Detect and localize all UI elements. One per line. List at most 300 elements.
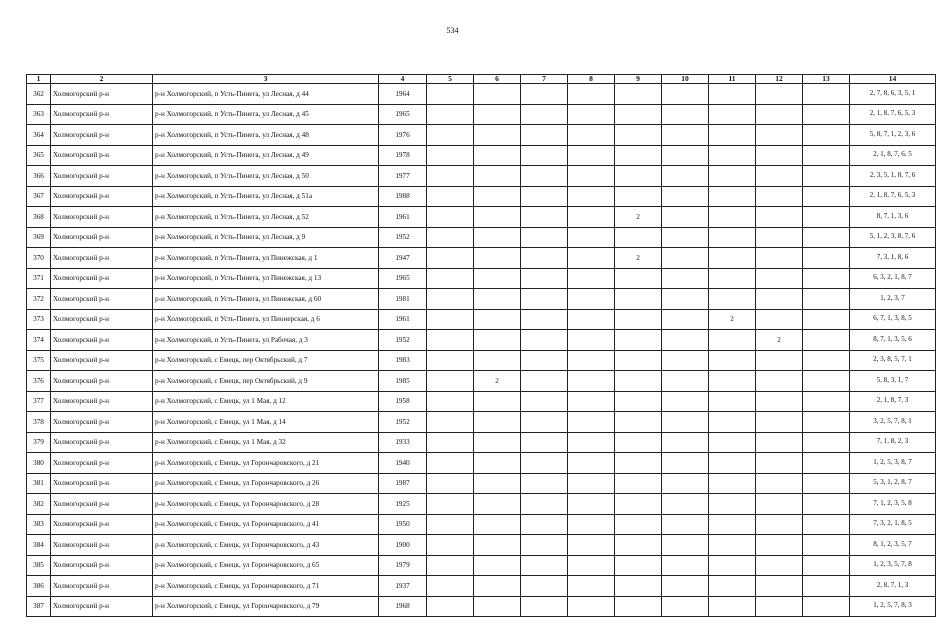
col12-cell: [756, 453, 803, 474]
year-cell: 1900: [379, 535, 427, 556]
year-cell: 1937: [379, 576, 427, 597]
table-row: [27, 391, 936, 412]
codes-cell: 2, 1, 8, 7, 3: [850, 391, 936, 412]
year-cell: 1947: [379, 248, 427, 269]
address-cell: р-н Холмогорский, п Усть-Пинега, ул Рабочая, д 3: [153, 330, 379, 351]
address-cell: р-н Холмогорский, с Емецк, ул Горончаровского, д 28: [153, 494, 379, 515]
col12-cell: [756, 576, 803, 597]
col11-cell: [709, 596, 756, 617]
row-number: 378: [27, 412, 51, 433]
col6-cell: [474, 207, 521, 228]
col5-cell: [427, 473, 474, 494]
table-row: [27, 453, 936, 474]
year-cell: 1981: [379, 289, 427, 310]
district-cell: Холмогорский р-н: [51, 268, 153, 289]
codes-cell: 6, 3, 2, 1, 8, 7: [850, 268, 936, 289]
col11-cell: [709, 330, 756, 351]
year-cell: 1961: [379, 207, 427, 228]
col8-cell: [568, 186, 615, 207]
col8-cell: [568, 207, 615, 228]
col13-cell: [803, 576, 850, 597]
codes-cell: 8, 7, 1, 3, 5, 6: [850, 330, 936, 351]
col13-cell: [803, 391, 850, 412]
year-cell: 1985: [379, 371, 427, 392]
col10-cell: [662, 309, 709, 330]
col13-cell: [803, 186, 850, 207]
col9-cell: [615, 596, 662, 617]
col12-cell: [756, 596, 803, 617]
col12-cell: [756, 207, 803, 228]
col10-cell: [662, 432, 709, 453]
codes-cell: 5, 3, 1, 2, 8, 7: [850, 473, 936, 494]
col12-cell: [756, 350, 803, 371]
row-number: 364: [27, 125, 51, 146]
col8-cell: [568, 473, 615, 494]
col6-cell: [474, 248, 521, 269]
address-cell: р-н Холмогорский, с Емецк, пер Октябрьский, д 9: [153, 371, 379, 392]
year-cell: 1965: [379, 104, 427, 125]
col13-cell: [803, 309, 850, 330]
column-header-5: 5: [427, 75, 474, 84]
col12-cell: [756, 104, 803, 125]
codes-cell: 1, 2, 5, 3, 8, 7: [850, 453, 936, 474]
col7-cell: [521, 514, 568, 535]
col12-cell: [756, 125, 803, 146]
col8-cell: [568, 309, 615, 330]
col10-cell: [662, 125, 709, 146]
year-cell: 1965: [379, 268, 427, 289]
col5-cell: [427, 125, 474, 146]
col7-cell: [521, 166, 568, 187]
district-cell: Холмогорский р-н: [51, 125, 153, 146]
col8-cell: [568, 330, 615, 351]
col7-cell: [521, 186, 568, 207]
table-row: [27, 473, 936, 494]
table-header: [27, 75, 936, 84]
address-cell: р-н Холмогорский, с Емецк, ул Горончаровского, д 43: [153, 535, 379, 556]
col5-cell: [427, 412, 474, 433]
table-row: [27, 576, 936, 597]
district-cell: Холмогорский р-н: [51, 248, 153, 269]
col12-cell: [756, 309, 803, 330]
col10-cell: [662, 535, 709, 556]
col13-cell: [803, 494, 850, 515]
col11-cell: [709, 412, 756, 433]
col6-cell: [474, 596, 521, 617]
col8-cell: [568, 166, 615, 187]
district-cell: Холмогорский р-н: [51, 84, 153, 105]
col5-cell: [427, 453, 474, 474]
table-row: [27, 84, 936, 105]
column-header-2: 2: [51, 75, 153, 84]
col7-cell: [521, 289, 568, 310]
row-number: 371: [27, 268, 51, 289]
row-number: 367: [27, 186, 51, 207]
district-cell: Холмогорский р-н: [51, 453, 153, 474]
col10-cell: [662, 84, 709, 105]
col9-cell: [615, 432, 662, 453]
row-number: 372: [27, 289, 51, 310]
col6-cell: [474, 330, 521, 351]
codes-cell: 1, 2, 3, 5, 7, 8: [850, 555, 936, 576]
year-cell: 1940: [379, 453, 427, 474]
col11-cell: [709, 145, 756, 166]
col7-cell: [521, 268, 568, 289]
col11-cell: [709, 207, 756, 228]
address-cell: р-н Холмогорский, с Емецк, ул 1 Мая, д 12: [153, 391, 379, 412]
codes-cell: 2, 3, 5, 1, 8, 7, 6: [850, 166, 936, 187]
col8-cell: [568, 494, 615, 515]
col6-cell: [474, 350, 521, 371]
col7-cell: [521, 104, 568, 125]
codes-cell: 2, 8, 7, 1, 3: [850, 576, 936, 597]
column-header-8: 8: [568, 75, 615, 84]
table-row: [27, 371, 936, 392]
col13-cell: [803, 596, 850, 617]
district-cell: Холмогорский р-н: [51, 432, 153, 453]
address-cell: р-н Холмогорский, с Емецк, ул Горончаровского, д 71: [153, 576, 379, 597]
year-cell: 1978: [379, 145, 427, 166]
col12-cell: [756, 145, 803, 166]
table-row: [27, 309, 936, 330]
col7-cell: [521, 309, 568, 330]
col6-cell: [474, 268, 521, 289]
col5-cell: [427, 391, 474, 412]
col10-cell: [662, 514, 709, 535]
col8-cell: [568, 145, 615, 166]
col7-cell: [521, 145, 568, 166]
district-cell: Холмогорский р-н: [51, 330, 153, 351]
district-cell: Холмогорский р-н: [51, 371, 153, 392]
year-cell: 1952: [379, 227, 427, 248]
col13-cell: [803, 555, 850, 576]
col10-cell: [662, 371, 709, 392]
col13-cell: [803, 248, 850, 269]
col13-cell: [803, 350, 850, 371]
col9-cell: [615, 186, 662, 207]
table-row: [27, 145, 936, 166]
table-row: [27, 248, 936, 269]
col7-cell: [521, 391, 568, 412]
col13-cell: [803, 207, 850, 228]
col9-cell: [615, 473, 662, 494]
codes-cell: 7, 1, 8, 2, 3: [850, 432, 936, 453]
row-number: 377: [27, 391, 51, 412]
col11-cell: [709, 84, 756, 105]
col10-cell: [662, 104, 709, 125]
col8-cell: [568, 227, 615, 248]
col13-cell: [803, 453, 850, 474]
col11-cell: [709, 555, 756, 576]
column-header-10: 10: [662, 75, 709, 84]
codes-cell: 1, 2, 5, 7, 8, 3: [850, 596, 936, 617]
codes-cell: 8, 1, 2, 3, 5, 7: [850, 535, 936, 556]
table-row: [27, 596, 936, 617]
col5-cell: [427, 576, 474, 597]
codes-cell: 2, 7, 8, 6, 3, 5, 1: [850, 84, 936, 105]
col8-cell: [568, 125, 615, 146]
codes-cell: 5, 8, 7, 1, 2, 3, 6: [850, 125, 936, 146]
district-cell: Холмогорский р-н: [51, 350, 153, 371]
district-cell: Холмогорский р-н: [51, 227, 153, 248]
codes-cell: 5, 1, 2, 3, 8, 7, 6: [850, 227, 936, 248]
codes-cell: 7, 1, 2, 3, 5, 8: [850, 494, 936, 515]
col5-cell: [427, 350, 474, 371]
col9-cell: 2: [615, 248, 662, 269]
col10-cell: [662, 166, 709, 187]
col10-cell: [662, 330, 709, 351]
col12-cell: [756, 514, 803, 535]
col7-cell: [521, 350, 568, 371]
col9-cell: [615, 494, 662, 515]
col7-cell: [521, 453, 568, 474]
row-number: 373: [27, 309, 51, 330]
col13-cell: [803, 473, 850, 494]
col5-cell: [427, 371, 474, 392]
col9-cell: [615, 125, 662, 146]
col7-cell: [521, 473, 568, 494]
column-header-4: 4: [379, 75, 427, 84]
col6-cell: [474, 186, 521, 207]
row-number: 363: [27, 104, 51, 125]
col10-cell: [662, 412, 709, 433]
col10-cell: [662, 227, 709, 248]
row-number: 375: [27, 350, 51, 371]
table-body: [27, 84, 936, 617]
codes-cell: 2, 3, 8, 5, 7, 1: [850, 350, 936, 371]
col8-cell: [568, 289, 615, 310]
housing-table: [26, 74, 936, 617]
col9-cell: 2: [615, 207, 662, 228]
year-cell: 1964: [379, 84, 427, 105]
col8-cell: [568, 514, 615, 535]
table-row: [27, 104, 936, 125]
column-header-3: 3: [153, 75, 379, 84]
col13-cell: [803, 371, 850, 392]
year-cell: 1933: [379, 432, 427, 453]
col12-cell: [756, 473, 803, 494]
col10-cell: [662, 207, 709, 228]
col9-cell: [615, 84, 662, 105]
year-cell: 1925: [379, 494, 427, 515]
col6-cell: [474, 473, 521, 494]
col9-cell: [615, 391, 662, 412]
year-cell: 1983: [379, 350, 427, 371]
district-cell: Холмогорский р-н: [51, 412, 153, 433]
col13-cell: [803, 104, 850, 125]
address-cell: р-н Холмогорский, п Усть-Пинега, ул Пинежская, д 13: [153, 268, 379, 289]
page-number: 534: [446, 26, 459, 35]
row-number: 369: [27, 227, 51, 248]
col7-cell: [521, 494, 568, 515]
row-number: 374: [27, 330, 51, 351]
row-number: 380: [27, 453, 51, 474]
col11-cell: [709, 350, 756, 371]
column-header-12: 12: [756, 75, 803, 84]
district-cell: Холмогорский р-н: [51, 555, 153, 576]
address-cell: р-н Холмогорский, с Емецк, ул 1 Мая, д 14: [153, 412, 379, 433]
col6-cell: [474, 494, 521, 515]
col8-cell: [568, 350, 615, 371]
row-number: 382: [27, 494, 51, 515]
address-cell: р-н Холмогорский, с Емецк, ул Горончаровского, д 41: [153, 514, 379, 535]
district-cell: Холмогорский р-н: [51, 535, 153, 556]
row-number: 370: [27, 248, 51, 269]
col6-cell: [474, 104, 521, 125]
address-cell: р-н Холмогорский, п Усть-Пинега, ул Пинежская, д 1: [153, 248, 379, 269]
col13-cell: [803, 289, 850, 310]
col13-cell: [803, 432, 850, 453]
col12-cell: 2: [756, 330, 803, 351]
col8-cell: [568, 555, 615, 576]
col8-cell: [568, 371, 615, 392]
year-cell: 1958: [379, 391, 427, 412]
row-number: 366: [27, 166, 51, 187]
col6-cell: [474, 412, 521, 433]
row-number: 381: [27, 473, 51, 494]
table-row: [27, 186, 936, 207]
col7-cell: [521, 535, 568, 556]
year-cell: 1987: [379, 473, 427, 494]
year-cell: 1950: [379, 514, 427, 535]
col11-cell: [709, 535, 756, 556]
year-cell: 1976: [379, 125, 427, 146]
col5-cell: [427, 330, 474, 351]
district-cell: Холмогорский р-н: [51, 289, 153, 310]
col9-cell: [615, 145, 662, 166]
col5-cell: [427, 104, 474, 125]
col9-cell: [615, 330, 662, 351]
col10-cell: [662, 289, 709, 310]
codes-cell: 2, 1, 8, 7, 6, 5, 3: [850, 104, 936, 125]
col11-cell: [709, 576, 756, 597]
table-row: [27, 330, 936, 351]
district-cell: Холмогорский р-н: [51, 514, 153, 535]
codes-cell: 6, 7, 1, 3, 8, 5: [850, 309, 936, 330]
col6-cell: [474, 125, 521, 146]
col11-cell: [709, 514, 756, 535]
district-cell: Холмогорский р-н: [51, 207, 153, 228]
col6-cell: 2: [474, 371, 521, 392]
table-row: [27, 535, 936, 556]
header-row: [27, 75, 936, 84]
col13-cell: [803, 145, 850, 166]
col13-cell: [803, 330, 850, 351]
col13-cell: [803, 166, 850, 187]
col5-cell: [427, 309, 474, 330]
col12-cell: [756, 166, 803, 187]
table-row: [27, 514, 936, 535]
col9-cell: [615, 371, 662, 392]
address-cell: р-н Холмогорский, с Емецк, ул Горончаровского, д 26: [153, 473, 379, 494]
col8-cell: [568, 84, 615, 105]
col12-cell: [756, 268, 803, 289]
district-cell: Холмогорский р-н: [51, 596, 153, 617]
col7-cell: [521, 412, 568, 433]
column-header-7: 7: [521, 75, 568, 84]
col10-cell: [662, 350, 709, 371]
col8-cell: [568, 453, 615, 474]
col13-cell: [803, 125, 850, 146]
col10-cell: [662, 186, 709, 207]
year-cell: 1988: [379, 186, 427, 207]
col7-cell: [521, 596, 568, 617]
col9-cell: [615, 350, 662, 371]
row-number: 383: [27, 514, 51, 535]
col10-cell: [662, 453, 709, 474]
address-cell: р-н Холмогорский, п Усть-Пинега, ул Лесная, д 52: [153, 207, 379, 228]
col12-cell: [756, 535, 803, 556]
row-number: 365: [27, 145, 51, 166]
col8-cell: [568, 596, 615, 617]
col6-cell: [474, 227, 521, 248]
col8-cell: [568, 391, 615, 412]
col13-cell: [803, 84, 850, 105]
col8-cell: [568, 104, 615, 125]
column-header-1: 1: [27, 75, 51, 84]
codes-cell: 7, 3, 1, 8, 6: [850, 248, 936, 269]
codes-cell: 2, 1, 8, 7, 6, 5: [850, 145, 936, 166]
table-row: [27, 350, 936, 371]
col11-cell: [709, 186, 756, 207]
col9-cell: [615, 514, 662, 535]
col10-cell: [662, 391, 709, 412]
col11-cell: [709, 391, 756, 412]
address-cell: р-н Холмогорский, с Емецк, пер Октябрьский, д 7: [153, 350, 379, 371]
col5-cell: [427, 248, 474, 269]
col10-cell: [662, 494, 709, 515]
col5-cell: [427, 186, 474, 207]
address-cell: р-н Холмогорский, п Усть-Пинега, ул Лесная, д 49: [153, 145, 379, 166]
col11-cell: [709, 432, 756, 453]
col5-cell: [427, 207, 474, 228]
codes-cell: 3, 2, 5, 7, 8, 1: [850, 412, 936, 433]
col11-cell: 2: [709, 309, 756, 330]
col7-cell: [521, 432, 568, 453]
table-row: [27, 268, 936, 289]
col9-cell: [615, 166, 662, 187]
col7-cell: [521, 207, 568, 228]
table-row: [27, 412, 936, 433]
col9-cell: [615, 535, 662, 556]
col12-cell: [756, 432, 803, 453]
col8-cell: [568, 412, 615, 433]
col12-cell: [756, 391, 803, 412]
col8-cell: [568, 576, 615, 597]
col9-cell: [615, 412, 662, 433]
col8-cell: [568, 535, 615, 556]
table-row: [27, 125, 936, 146]
col5-cell: [427, 289, 474, 310]
year-cell: 1952: [379, 412, 427, 433]
col10-cell: [662, 555, 709, 576]
col7-cell: [521, 84, 568, 105]
col6-cell: [474, 289, 521, 310]
col6-cell: [474, 166, 521, 187]
col9-cell: [615, 453, 662, 474]
table-row: [27, 432, 936, 453]
col5-cell: [427, 555, 474, 576]
address-cell: р-н Холмогорский, п Усть-Пинега, ул Пинежская, д 60: [153, 289, 379, 310]
column-header-11: 11: [709, 75, 756, 84]
table-row: [27, 555, 936, 576]
column-header-9: 9: [615, 75, 662, 84]
col5-cell: [427, 166, 474, 187]
col7-cell: [521, 576, 568, 597]
year-cell: 1979: [379, 555, 427, 576]
column-header-13: 13: [803, 75, 850, 84]
district-cell: Холмогорский р-н: [51, 473, 153, 494]
